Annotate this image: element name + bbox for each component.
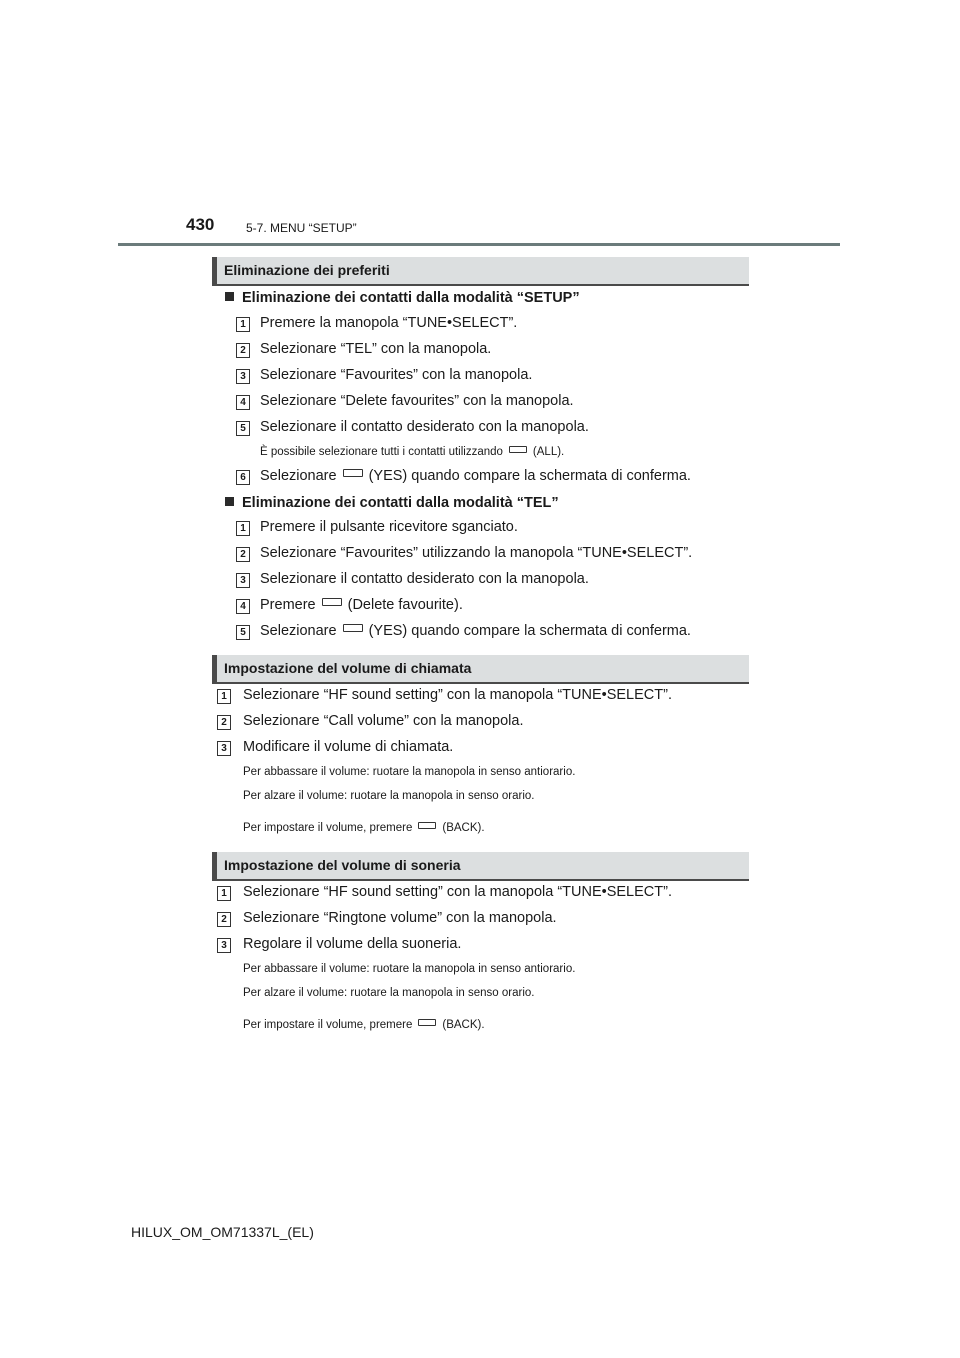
section-title: Eliminazione dei preferiti bbox=[224, 262, 390, 278]
delete-favourite-button-icon bbox=[322, 598, 342, 606]
step-note: Per abbassare il volume: ruotare la manopola in senso antiorario. bbox=[243, 963, 576, 975]
step-note: Per impostare il volume, premere (BACK). bbox=[243, 1019, 485, 1031]
subheading-setup-mode: Eliminazione dei contatti dalla modalità “SETUP” bbox=[225, 290, 580, 306]
step-text: Selezionare “Ringtone volume” con la manopola. bbox=[243, 910, 557, 926]
step-number-3: 3 bbox=[236, 369, 250, 384]
back-button-icon bbox=[418, 822, 436, 829]
step-text: Selezionare “Favourites” con la manopola. bbox=[260, 367, 533, 383]
yes-button-icon bbox=[343, 624, 363, 632]
step-number-4: 4 bbox=[236, 599, 250, 614]
section-heading-ringtone-volume bbox=[212, 852, 749, 881]
step-number-3: 3 bbox=[217, 938, 231, 953]
section-heading-delete-favourites bbox=[212, 257, 749, 286]
yes-button-icon bbox=[343, 469, 363, 477]
step-text: Selezionare “Delete favourites” con la manopola. bbox=[260, 393, 574, 409]
step-number-5: 5 bbox=[236, 421, 250, 436]
step-number-2: 2 bbox=[217, 912, 231, 927]
step-text: Selezionare “TEL” con la manopola. bbox=[260, 341, 492, 357]
step-note: Per alzare il volume: ruotare la manopola in senso orario. bbox=[243, 987, 535, 999]
step-number-1: 1 bbox=[217, 886, 231, 901]
step-number-6: 6 bbox=[236, 470, 250, 485]
step-number-5: 5 bbox=[236, 625, 250, 640]
step-text: Selezionare “HF sound setting” con la manopola “TUNE•SELECT”. bbox=[243, 687, 672, 703]
step-note: Per impostare il volume, premere (BACK). bbox=[243, 822, 485, 834]
step-text: Selezionare “HF sound setting” con la manopola “TUNE•SELECT”. bbox=[243, 884, 672, 900]
all-button-icon bbox=[509, 446, 527, 453]
step-number-4: 4 bbox=[236, 395, 250, 410]
step-text: Regolare il volume della suoneria. bbox=[243, 936, 462, 952]
step-text: Selezionare (YES) quando compare la schermata di conferma. bbox=[260, 623, 691, 639]
step-note: Per abbassare il volume: ruotare la manopola in senso antiorario. bbox=[243, 766, 576, 778]
step-text: Selezionare il contatto desiderato con la manopola. bbox=[260, 571, 589, 587]
step-number-3: 3 bbox=[236, 573, 250, 588]
subheading-tel-mode: Eliminazione dei contatti dalla modalità “TEL” bbox=[225, 495, 559, 511]
step-number-3: 3 bbox=[217, 741, 231, 756]
square-bullet-icon bbox=[225, 292, 234, 301]
step-note: È possibile selezionare tutti i contatti utilizzando (ALL). bbox=[260, 446, 565, 458]
header-rule bbox=[118, 243, 840, 246]
step-note: Per alzare il volume: ruotare la manopola in senso orario. bbox=[243, 790, 535, 802]
step-number-2: 2 bbox=[217, 715, 231, 730]
step-text: Selezionare “Favourites” utilizzando la manopola “TUNE•SELECT”. bbox=[260, 545, 693, 561]
section-heading-call-volume bbox=[212, 655, 749, 684]
step-text: Selezionare “Call volume” con la manopola. bbox=[243, 713, 524, 729]
step-text: Selezionare il contatto desiderato con la manopola. bbox=[260, 419, 589, 435]
step-text: Premere il pulsante ricevitore sganciato. bbox=[260, 519, 518, 535]
section-title: Impostazione del volume di chiamata bbox=[224, 660, 472, 676]
step-number-1: 1 bbox=[236, 317, 250, 332]
step-number-1: 1 bbox=[217, 689, 231, 704]
section-title: Impostazione del volume di soneria bbox=[224, 857, 461, 873]
square-bullet-icon bbox=[225, 497, 234, 506]
step-text: Selezionare (YES) quando compare la schermata di conferma. bbox=[260, 468, 691, 484]
step-text: Modificare il volume di chiamata. bbox=[243, 739, 454, 755]
back-button-icon bbox=[418, 1019, 436, 1026]
step-number-1: 1 bbox=[236, 521, 250, 536]
section-reference: 5-7. MENU “SETUP” bbox=[246, 221, 357, 235]
step-number-2: 2 bbox=[236, 343, 250, 358]
page-number: 430 bbox=[186, 215, 215, 234]
step-number-2: 2 bbox=[236, 547, 250, 562]
document-code: HILUX_OM_OM71337L_(EL) bbox=[131, 1224, 314, 1240]
step-text: Premere (Delete favourite). bbox=[260, 597, 463, 613]
step-text: Premere la manopola “TUNE•SELECT”. bbox=[260, 315, 518, 331]
